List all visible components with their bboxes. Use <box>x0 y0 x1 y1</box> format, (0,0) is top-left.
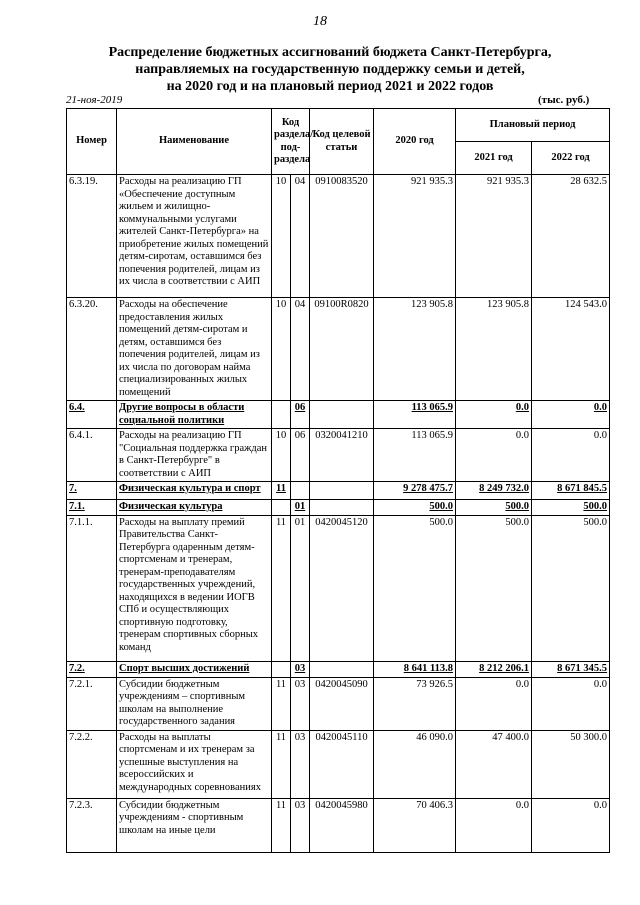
row-subsection-code: 01 <box>291 515 310 661</box>
table-row <box>67 175 610 298</box>
row-value-2021: 0.0 <box>456 798 532 852</box>
row-value-2020: 123 905.8 <box>374 298 456 401</box>
row-number: 6.4. <box>67 401 117 429</box>
table-row <box>67 661 610 677</box>
row-section-code: 11 <box>272 730 291 798</box>
row-value-2020: 9 278 475.7 <box>374 482 456 500</box>
row-number: 7.2.1. <box>67 677 117 730</box>
row-name: Расходы на выплаты спортсменам и их тренерам за успешные выступления на всероссийских и международных соревнованиях <box>117 730 272 798</box>
row-target-code: 0910083520 <box>310 175 374 298</box>
row-target-code <box>310 482 374 500</box>
row-value-2020: 70 406.3 <box>374 798 456 852</box>
units-label: (тыс. руб.) <box>538 94 590 106</box>
row-value-2022: 0.0 <box>532 798 610 852</box>
row-number: 7. <box>67 482 117 500</box>
header-plan: Плановый период <box>456 109 610 142</box>
row-target-code <box>310 401 374 429</box>
row-section-code: 11 <box>272 677 291 730</box>
row-number: 6.4.1. <box>67 429 117 482</box>
row-section-code: 10 <box>272 429 291 482</box>
row-value-2022: 500.0 <box>532 515 610 661</box>
row-section-code: 11 <box>272 798 291 852</box>
row-value-2020: 500.0 <box>374 515 456 661</box>
row-value-2021: 123 905.8 <box>456 298 532 401</box>
table-row <box>67 730 610 798</box>
table-row <box>67 500 610 516</box>
row-subsection-code: 04 <box>291 175 310 298</box>
row-name: Спорт высших достижений <box>117 661 272 677</box>
row-target-code: 0420045980 <box>310 798 374 852</box>
row-value-2021: 8 249 732.0 <box>456 482 532 500</box>
budget-table <box>66 108 610 853</box>
row-section-code: 10 <box>272 175 291 298</box>
row-value-2021: 0.0 <box>456 401 532 429</box>
row-target-code <box>310 661 374 677</box>
row-value-2022: 8 671 845.5 <box>532 482 610 500</box>
row-number: 6.3.20. <box>67 298 117 401</box>
row-value-2022: 8 671 345.5 <box>532 661 610 677</box>
row-value-2021: 0.0 <box>456 677 532 730</box>
row-target-code: 09100R0820 <box>310 298 374 401</box>
table-row <box>67 798 610 852</box>
title-line-1: Распределение бюджетных ассигнований бюджета Санкт-Петербурга, <box>108 45 552 60</box>
row-name: Расходы на реализацию ГП "Социальная поддержка граждан в Санкт-Петербурге" в соответствии с АИП <box>117 429 272 482</box>
row-number: 7.2.3. <box>67 798 117 852</box>
row-value-2021: 921 935.3 <box>456 175 532 298</box>
row-value-2020: 8 641 113.8 <box>374 661 456 677</box>
table-row <box>67 298 610 401</box>
row-value-2022: 124 543.0 <box>532 298 610 401</box>
document-title <box>60 44 600 95</box>
title-line-3: на 2020 год и на плановый период 2021 и 2022 годов <box>166 79 494 94</box>
row-name: Расходы на выплату премий Правительства Санкт-Петербурга одаренным детям-спортсменам и тренерам, тренерам-преподавателям государственных учреждений, находящихся в ведении ИОГВ СПб и осуществляющих спортивную подготовку, тренерам спортивных сборных команд <box>117 515 272 661</box>
header-number: Номер <box>67 109 117 175</box>
row-target-code: 0420045110 <box>310 730 374 798</box>
row-value-2022: 50 300.0 <box>532 730 610 798</box>
row-target-code <box>310 500 374 516</box>
row-number: 7.1. <box>67 500 117 516</box>
row-section-code <box>272 661 291 677</box>
row-subsection-code: 06 <box>291 429 310 482</box>
row-target-code: 0420045120 <box>310 515 374 661</box>
row-section-code <box>272 500 291 516</box>
row-value-2020: 921 935.3 <box>374 175 456 298</box>
row-value-2022: 0.0 <box>532 401 610 429</box>
row-name: Субсидии бюджетным учреждениям – спортивным школам на выполнение государственного задания <box>117 677 272 730</box>
row-section-code: 11 <box>272 515 291 661</box>
table-row <box>67 482 610 500</box>
row-value-2020: 500.0 <box>374 500 456 516</box>
table-row <box>67 677 610 730</box>
row-value-2021: 500.0 <box>456 515 532 661</box>
table-row <box>67 429 610 482</box>
row-value-2022: 0.0 <box>532 429 610 482</box>
date-stamp: 21-ноя-2019 <box>66 94 123 106</box>
row-section-code: 11 <box>272 482 291 500</box>
row-number: 7.1.1. <box>67 515 117 661</box>
row-subsection-code: 03 <box>291 677 310 730</box>
row-name: Расходы на обеспечение предоставления жилых помещений детям-сиротам и детям, оставшимся без попечения родителей, лицам из их числа по договорам найма специализированных жилых помещений <box>117 298 272 401</box>
row-target-code: 0420045090 <box>310 677 374 730</box>
row-value-2022: 28 632.5 <box>532 175 610 298</box>
row-value-2021: 500.0 <box>456 500 532 516</box>
row-value-2020: 73 926.5 <box>374 677 456 730</box>
table-body <box>67 175 610 853</box>
row-number: 7.2. <box>67 661 117 677</box>
row-number: 6.3.19. <box>67 175 117 298</box>
table-row <box>67 515 610 661</box>
table-row <box>67 401 610 429</box>
header-name: Наименование <box>117 109 272 175</box>
row-value-2022: 0.0 <box>532 677 610 730</box>
row-name: Субсидии бюджетным учреждениям - спортивным школам на иные цели <box>117 798 272 852</box>
row-value-2021: 0.0 <box>456 429 532 482</box>
header-target: Код целевой статьи <box>310 109 374 175</box>
header-section: Код раздела/ под- раздела <box>272 109 310 175</box>
header-2021: 2021 год <box>456 142 532 175</box>
row-value-2020: 113 065.9 <box>374 429 456 482</box>
header-2022: 2022 год <box>532 142 610 175</box>
row-subsection-code: 03 <box>291 661 310 677</box>
row-number: 7.2.2. <box>67 730 117 798</box>
row-value-2021: 47 400.0 <box>456 730 532 798</box>
header-2020: 2020 год <box>374 109 456 175</box>
row-subsection-code: 03 <box>291 730 310 798</box>
row-name: Физическая культура <box>117 500 272 516</box>
row-value-2020: 113 065.9 <box>374 401 456 429</box>
row-name: Расходы на реализацию ГП «Обеспечение доступным жильем и жилищно-коммунальными услугами жителей Санкт-Петербурга» на приобретение жилых помещений детям-сиротам, оставшимся без попечения родителей, лицам из их числа в соответствии с АИП <box>117 175 272 298</box>
row-value-2021: 8 212 206.1 <box>456 661 532 677</box>
row-value-2020: 46 090.0 <box>374 730 456 798</box>
row-subsection-code: 04 <box>291 298 310 401</box>
row-subsection-code: 03 <box>291 798 310 852</box>
row-subsection-code: 06 <box>291 401 310 429</box>
page-number: 18 <box>313 14 327 29</box>
title-line-2: направляемых на государственную поддержку семьи и детей, <box>135 62 525 77</box>
row-name: Физическая культура и спорт <box>117 482 272 500</box>
row-subsection-code: 01 <box>291 500 310 516</box>
row-target-code: 0320041210 <box>310 429 374 482</box>
row-name: Другие вопросы в области социальной политики <box>117 401 272 429</box>
row-section-code <box>272 401 291 429</box>
row-subsection-code <box>291 482 310 500</box>
row-value-2022: 500.0 <box>532 500 610 516</box>
row-section-code: 10 <box>272 298 291 401</box>
